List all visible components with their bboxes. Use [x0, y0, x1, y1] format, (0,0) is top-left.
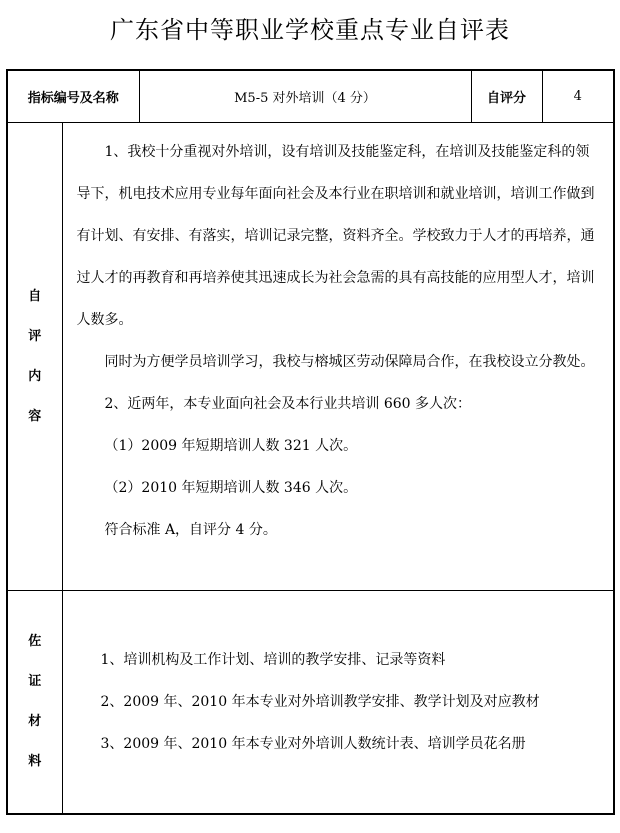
evidence-item: 1、培训机构及工作计划、培训的教学安排、记录等资料 [100, 652, 446, 668]
self-eval-content [63, 123, 614, 551]
evidence-content-cell [62, 591, 614, 815]
self-eval-label-char: 自 [28, 288, 42, 304]
evidence-label-char: 材 [28, 714, 42, 729]
self-eval-label-char: 内 [28, 368, 42, 384]
document-title: 广东省中等职业学校重点专业自评表 [110, 16, 510, 44]
self-eval-paragraph: （2）2010 年短期培训人数 346 人次。 [104, 480, 358, 496]
self-eval-paragraph: 同时为方便学员培训学习，我校与榕城区劳动保障局合作，在我校设立分教处。 [104, 354, 595, 370]
header-row [7, 70, 614, 123]
self-eval-content-cell [62, 123, 614, 591]
self-eval-label [7, 123, 62, 591]
evidence-label-char: 料 [28, 754, 42, 769]
self-eval-row [7, 123, 614, 591]
evidence-label-char: 证 [28, 674, 42, 689]
self-eval-paragraph: 2、近两年，本专业面向社会及本行业共培训 660 多人次： [104, 396, 472, 412]
score-value: 4 [542, 70, 614, 123]
indicator-value: M5-5 对外培训（4 分） [139, 70, 471, 123]
evidence-list [63, 639, 614, 765]
self-eval-label-char: 评 [28, 328, 42, 344]
self-evaluation-table [6, 69, 615, 815]
evidence-item: 3、2009 年、2010 年本专业对外培训人数统计表、培训学员花名册 [100, 736, 526, 752]
self-eval-paragraph: 符合标准 A，自评分 4 分。 [104, 522, 277, 538]
evidence-label-char: 佐 [28, 634, 42, 649]
evidence-item: 2、2009 年、2010 年本专业对外培训教学安排、教学计划及对应教材 [100, 694, 540, 710]
evidence-label [7, 591, 62, 815]
indicator-label: 指标编号及名称 [7, 70, 139, 123]
evidence-row [7, 591, 614, 815]
self-eval-paragraph: 1、我校十分重视对外培训，设有培训及技能鉴定科，在培训及技能鉴定科的领导下，机电技术应用专业每年面向社会及本行业在职培训和就业培训，培训工作做到有计划、有安排、有落实，培训记录完整，资料齐全。学校致力于人才的再培养，通过人才的再教育和再培养使其迅速成长为社会急需的具有高技能的应用型人才，培训人数多。 [76, 144, 595, 328]
self-eval-paragraph: （1）2009 年短期培训人数 321 人次。 [104, 438, 358, 454]
score-label: 自评分 [471, 70, 542, 123]
self-eval-label-char: 容 [28, 408, 42, 424]
